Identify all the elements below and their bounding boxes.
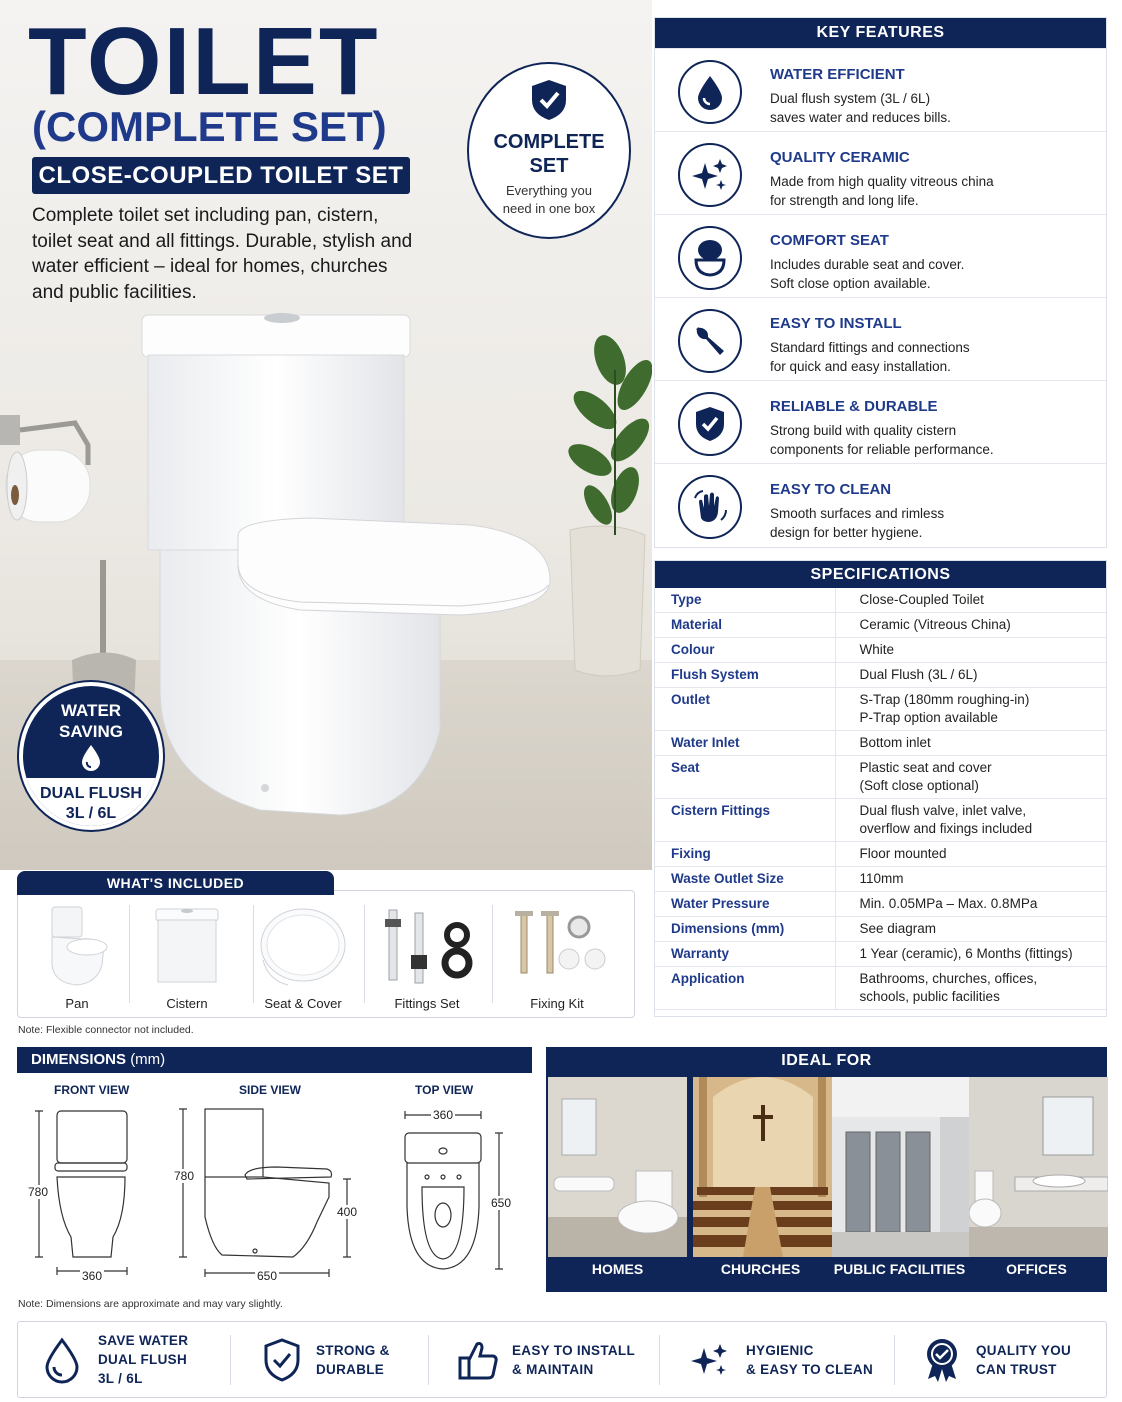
product-type-tag: CLOSE-COUPLED TOILET SET (32, 157, 410, 194)
cistern-image (152, 905, 222, 990)
dimensions-note: Note: Dimensions are approximate and may vary slightly. (18, 1298, 283, 1310)
included-item-seat (244, 905, 362, 1015)
ideal-offices-label: OFFICES (1006, 1261, 1067, 1277)
water-badge-line2: SAVING (59, 722, 123, 741)
benefit-text: & MAINTAIN (512, 1361, 594, 1377)
benefits-bar (17, 1321, 1107, 1398)
hero-section (0, 0, 652, 870)
public-facilities-photo (832, 1077, 971, 1257)
feature-desc: Strong build with quality cistern (770, 423, 957, 438)
spec-value (835, 588, 1106, 613)
spec-key: Water Pressure (655, 892, 835, 917)
spec-value-line: Floor mounted (859, 846, 947, 861)
spec-value (835, 842, 1106, 867)
homes-photo (548, 1077, 687, 1257)
sparkle-icon (690, 1340, 730, 1380)
included-label: Pan (65, 996, 89, 1011)
ideal-for-panel (546, 1047, 1107, 1292)
feature-desc: Dual flush system (3L / 6L) (770, 91, 931, 106)
shield-check-icon (678, 392, 742, 456)
spec-key: Material (655, 613, 835, 638)
spec-row (655, 663, 1106, 688)
water-badge-line1: WATER (60, 701, 122, 720)
included-item-fittings (368, 905, 486, 1015)
feature-item (655, 380, 1106, 463)
spec-key: Type (655, 588, 835, 613)
dimensions-unit: (mm) (130, 1051, 166, 1068)
benefit-strong-durable (262, 1322, 390, 1397)
toilet-paper-holder (0, 405, 100, 530)
toilet-seat-icon (678, 226, 742, 290)
spec-row (655, 917, 1106, 942)
badge-sub-1: Everything you (506, 183, 592, 198)
key-features-header: KEY FEATURES (655, 18, 1106, 48)
top-view-label: TOP VIEW (415, 1083, 474, 1097)
potted-plant (560, 330, 652, 680)
key-features-panel (654, 17, 1107, 548)
spec-row (655, 588, 1106, 613)
spec-value (835, 688, 1106, 731)
water-drop-icon (80, 744, 102, 772)
spec-value (835, 967, 1106, 1010)
feature-item (655, 214, 1106, 297)
water-badge-line3: DUAL FLUSH (40, 785, 142, 802)
benefit-text: EASY TO INSTALL (512, 1342, 636, 1358)
spec-value-line: Plastic seat and cover (859, 760, 992, 775)
side-height-value: 780 (174, 1169, 195, 1183)
included-note: Note: Flexible connector not included. (18, 1024, 194, 1036)
included-label: Fixing Kit (530, 996, 584, 1011)
benefit-text: DUAL FLUSH (98, 1352, 187, 1367)
spec-value-line: Close-Coupled Toilet (859, 592, 984, 607)
spec-row (655, 799, 1106, 842)
spec-row (655, 892, 1106, 917)
spec-value (835, 917, 1106, 942)
spec-row (655, 942, 1106, 967)
spec-key: Fixing (655, 842, 835, 867)
feature-item (655, 48, 1106, 131)
shield-check-icon (530, 78, 568, 122)
included-label: Fittings Set (394, 996, 460, 1011)
dimensions-panel (17, 1047, 532, 1295)
feature-desc: Standard fittings and connections (770, 340, 970, 355)
feature-title: RELIABLE & DURABLE (770, 398, 938, 415)
page-title: TOILET (28, 8, 380, 115)
water-badge-line4: 3L / 6L (65, 805, 117, 822)
offices-photo (969, 1077, 1108, 1257)
ideal-homes-label: HOMES (591, 1261, 644, 1277)
quality-medal-icon (924, 1337, 960, 1383)
spec-key: Outlet (655, 688, 835, 731)
spec-value-line: 1 Year (ceramic), 6 Months (fittings) (859, 946, 1073, 961)
included-item-cistern (128, 905, 246, 1015)
spec-value-line: S-Trap (180mm roughing-in) (859, 692, 1030, 707)
benefit-text: 3L / 6L (98, 1371, 143, 1386)
water-drop-icon (42, 1336, 82, 1384)
benefit-text: & EASY TO CLEAN (746, 1361, 874, 1377)
feature-desc: components for reliable performance. (770, 442, 994, 457)
cleaning-hand-icon (678, 475, 742, 539)
front-height-value: 780 (28, 1185, 49, 1199)
spec-key: Dimensions (mm) (655, 917, 835, 942)
spec-row (655, 842, 1106, 867)
specifications-header: SPECIFICATIONS (655, 561, 1106, 588)
front-view-label: FRONT VIEW (54, 1083, 130, 1097)
included-label: Seat & Cover (264, 996, 342, 1011)
thumbs-up-icon (456, 1338, 500, 1382)
included-label: Cistern (166, 996, 208, 1011)
spec-value-line: Bathrooms, churches, offices, (859, 971, 1038, 986)
spec-value (835, 613, 1106, 638)
spec-key: Seat (655, 756, 835, 799)
dimensions-title: DIMENSIONS (31, 1051, 127, 1068)
spec-value-line: P-Trap option available (859, 710, 998, 725)
included-item-pan (18, 905, 136, 1015)
feature-desc: Soft close option available. (770, 276, 931, 291)
specifications-table (655, 588, 1106, 1010)
specifications-panel (654, 560, 1107, 1017)
spec-value-line: 110mm (859, 871, 904, 886)
spec-key: Application (655, 967, 835, 1010)
feature-desc: saves water and reduces bills. (770, 110, 951, 125)
churches-photo (693, 1077, 832, 1257)
benefit-easy-install (456, 1322, 635, 1397)
spec-key: Cistern Fittings (655, 799, 835, 842)
spec-value (835, 892, 1106, 917)
shield-check-icon (262, 1337, 302, 1383)
benefit-quality (924, 1322, 1071, 1397)
seat-image (258, 905, 348, 990)
spec-key: Warranty (655, 942, 835, 967)
intro-text: Complete toilet set including pan, cistern, toilet seat and all fittings. Durable, stylish and water efficient – ideal for homes, churches and public facilities. (32, 205, 413, 303)
included-item-fixing-kit (498, 905, 616, 1015)
benefit-text: CAN TRUST (976, 1361, 1057, 1377)
front-width-value: 360 (82, 1269, 103, 1283)
spec-key: Water Inlet (655, 731, 835, 756)
side-view-label: SIDE VIEW (239, 1083, 302, 1097)
feature-desc: design for better hygiene. (770, 525, 923, 540)
feature-title: WATER EFFICIENT (770, 66, 905, 83)
feature-desc: for quick and easy installation. (770, 359, 951, 374)
feature-desc: Includes durable seat and cover. (770, 257, 965, 272)
spec-value-line: Dual flush valve, inlet valve, (859, 803, 1027, 818)
spec-value-line: (Soft close optional) (859, 778, 979, 793)
water-drop-icon (678, 60, 742, 124)
ideal-for-header: IDEAL FOR (781, 1052, 872, 1069)
page-subtitle: (COMPLETE SET) (32, 103, 387, 150)
feature-title: EASY TO CLEAN (770, 481, 892, 498)
toilet-image (140, 310, 560, 825)
badge-title-2: SET (529, 155, 569, 177)
spec-value (835, 799, 1106, 842)
side-seat-height-value: 400 (337, 1205, 358, 1219)
spec-key: Colour (655, 638, 835, 663)
benefit-text: STRONG & (316, 1342, 390, 1358)
spec-value (835, 731, 1106, 756)
sparkle-icon (678, 143, 742, 207)
feature-desc: Made from high quality vitreous china (770, 174, 994, 189)
spec-row (655, 867, 1106, 892)
benefit-text: HYGIENIC (746, 1342, 814, 1358)
whats-included-header: WHAT'S INCLUDED (17, 871, 334, 895)
ideal-public-facilities-label: PUBLIC FACILITIES (833, 1261, 966, 1277)
spec-row (655, 756, 1106, 799)
complete-set-badge (467, 62, 631, 239)
fittings-image (377, 905, 477, 990)
benefit-text: QUALITY YOU (976, 1342, 1072, 1358)
spec-row (655, 638, 1106, 663)
top-depth-value: 650 (491, 1196, 512, 1210)
spec-value-line: schools, public facilities (859, 989, 1000, 1004)
spec-value (835, 638, 1106, 663)
benefit-hygienic (690, 1322, 873, 1397)
feature-item (655, 463, 1106, 546)
feature-title: EASY TO INSTALL (770, 315, 902, 332)
spec-row (655, 688, 1106, 731)
feature-title: QUALITY CERAMIC (770, 149, 910, 166)
spec-value-line: See diagram (859, 921, 937, 936)
spec-value (835, 942, 1106, 967)
pan-image (42, 905, 112, 990)
dimension-drawings (17, 1097, 532, 1287)
spec-value-line: Min. 0.05MPa – Max. 0.8MPa (859, 896, 1038, 911)
spec-value-line: Ceramic (Vitreous China) (859, 617, 1011, 632)
benefit-text: SAVE WATER (98, 1333, 189, 1348)
feature-desc: Smooth surfaces and rimless (770, 506, 945, 521)
spec-value (835, 663, 1106, 688)
water-saving-badge (19, 682, 163, 830)
side-depth-value: 650 (257, 1269, 278, 1283)
top-width-value: 360 (433, 1108, 454, 1122)
spec-value-line: Bottom inlet (859, 735, 931, 750)
fixing-kit-image (507, 905, 607, 990)
ideal-churches-label: CHURCHES (720, 1261, 801, 1277)
benefit-text: DURABLE (316, 1361, 385, 1377)
spec-key: Waste Outlet Size (655, 867, 835, 892)
spec-row (655, 613, 1106, 638)
spec-value-line: Dual Flush (3L / 6L) (859, 667, 978, 682)
feature-desc: for strength and long life. (770, 193, 919, 208)
spec-value-line: overflow and fixings included (859, 821, 1033, 836)
spec-value (835, 756, 1106, 799)
feature-item (655, 297, 1106, 380)
spec-value-line: White (859, 642, 895, 657)
badge-sub-2: need in one box (502, 201, 596, 216)
spec-key: Flush System (655, 663, 835, 688)
spec-row (655, 731, 1106, 756)
feature-title: COMFORT SEAT (770, 232, 889, 249)
benefit-save-water (42, 1322, 188, 1397)
dimensions-header (17, 1047, 532, 1073)
spec-value (835, 867, 1106, 892)
feature-item (655, 131, 1106, 214)
wrench-icon (678, 309, 742, 373)
badge-title-1: COMPLETE (493, 131, 605, 153)
whats-included-panel (17, 890, 635, 1018)
spec-row (655, 967, 1106, 1010)
